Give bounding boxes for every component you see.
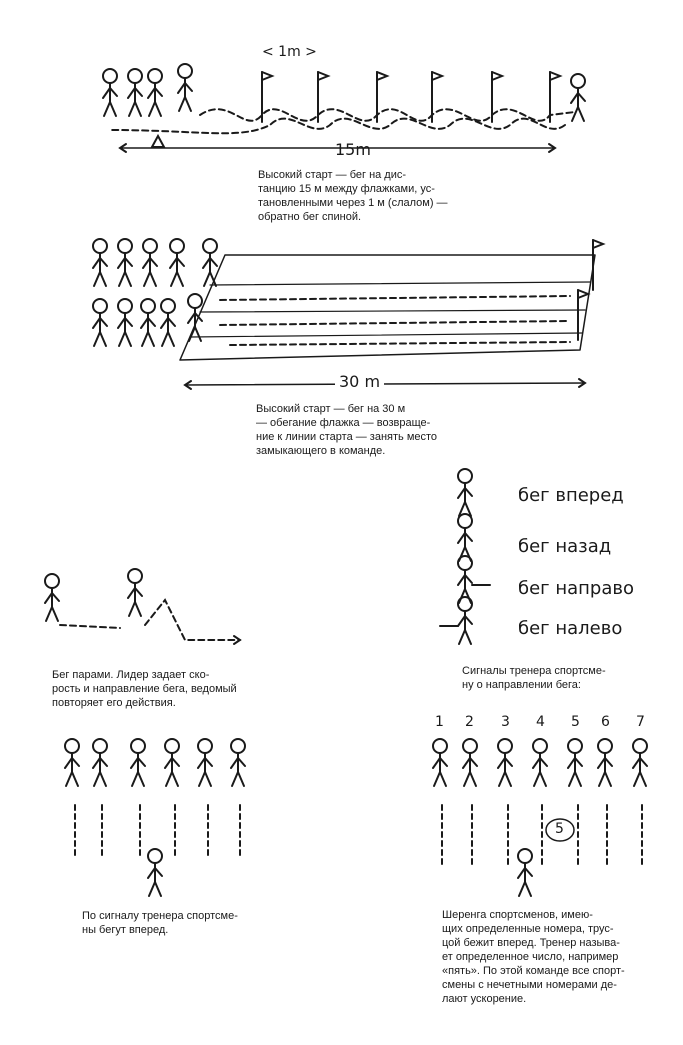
caption-slalom: Высокий старт — бег на дис- танцию 15 м между флажками, ус- тановленными через 1 м (слалом) — обратно бег спиной. <box>258 169 448 223</box>
coach <box>518 849 532 896</box>
athlete-number: 3 <box>501 714 510 730</box>
caption-line-forward: По сигналу тренера спортсме- ны бегут вперед. <box>82 910 238 936</box>
runner-team <box>93 239 217 346</box>
distance-label-30m: 30 m <box>335 372 384 391</box>
slalom-path <box>200 109 575 121</box>
caption-relay: Высокий старт — бег на 30 м — обегание флажка — возвраще- ние к линии старта — занять место замыкающего в команде. <box>256 403 438 457</box>
athlete-number: 5 <box>571 714 580 730</box>
runner-back <box>571 74 585 121</box>
lane-line <box>190 333 582 337</box>
distance-line-30m <box>185 383 585 385</box>
caption-signals: Сигналы тренера спортсме- ну о направлении бега: <box>462 665 606 691</box>
slalom-return-path <box>110 119 565 134</box>
runner-group-start <box>103 64 192 116</box>
turn-flag <box>593 240 603 290</box>
flag-spacing-label: < 1m > <box>262 44 317 60</box>
forward-arrows <box>442 805 642 868</box>
signal-label-left: бег налево <box>518 618 623 639</box>
signal-label-back: бег назад <box>518 536 612 557</box>
athlete-number: 2 <box>465 714 474 730</box>
lane-line <box>210 282 590 285</box>
caption-pairs: Бег парами. Лидер задает ско- рость и направление бега, ведомый повторяет его действия. <box>52 669 237 709</box>
flag-row <box>262 72 560 122</box>
athlete-number: 7 <box>636 714 645 730</box>
forward-arrows <box>75 805 240 855</box>
follower-runner <box>45 574 59 621</box>
lane-line <box>200 310 585 312</box>
relay-arrows <box>220 296 570 345</box>
cone-icon <box>152 136 164 147</box>
athlete-number: 1 <box>435 714 444 730</box>
figure-numbered-line <box>433 739 647 896</box>
caption-numbered-line: Шеренга спортсменов, имею- щих определенные номера, трус- цой бежит вперед. Тренер называ- ет определенное число, например «пять». По этой команде все спорт- смены с нечетными номерами де- лают ускорение. <box>442 909 625 1005</box>
athlete-number: 6 <box>601 714 610 730</box>
figure-slalom <box>103 64 585 152</box>
pair-path <box>60 600 240 640</box>
leader-runner <box>128 569 142 616</box>
figure-pairs <box>45 569 240 644</box>
figure-relay <box>93 239 603 389</box>
distance-label-15m: 15m <box>335 140 371 159</box>
signal-label-forward: бег вперед <box>518 485 624 506</box>
coach-call-number: 5 <box>555 821 564 837</box>
figure-line-forward <box>65 739 245 896</box>
athlete-number: 4 <box>536 714 545 730</box>
signal-label-right: бег направо <box>518 578 634 599</box>
figure-signals <box>440 469 490 644</box>
coach <box>148 849 162 896</box>
